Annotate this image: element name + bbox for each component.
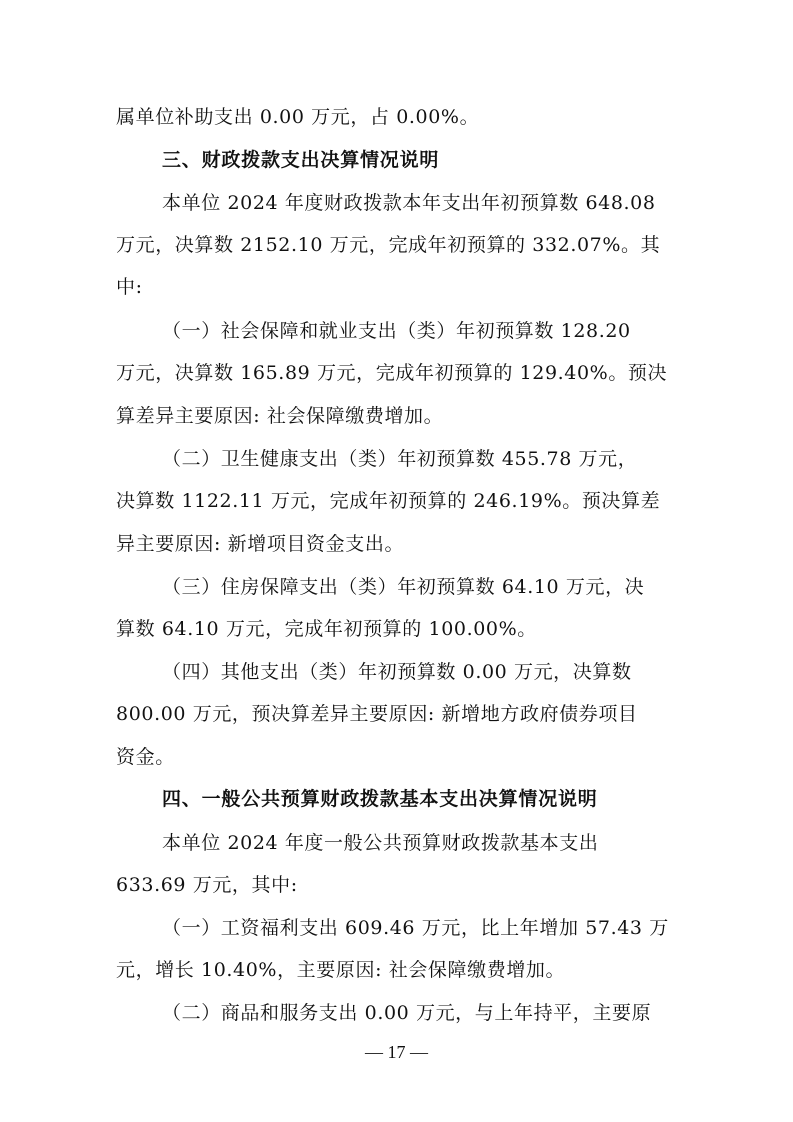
text-line: 633.69 万元，其中: <box>116 874 298 896</box>
text-line: （二）卫生健康支出（类）年初预算数 455.78 万元， <box>162 448 638 470</box>
section-heading-3: 三、财政拨款支出决算情况说明 <box>162 149 440 171</box>
text-line: 属单位补助支出 0.00 万元，占 0.00%。 <box>116 106 480 128</box>
text-line: （四）其他支出（类）年初预算数 0.00 万元，决算数 <box>162 661 632 683</box>
text-line: 中: <box>116 276 143 298</box>
page-number: — 17 — <box>365 1042 428 1062</box>
text-line: 算差异主要原因: 社会保障缴费增加。 <box>116 405 444 427</box>
text-line: 万元，决算数 2152.10 万元，完成年初预算的 332.07%。其 <box>116 234 661 256</box>
text-line: 元，增长 10.40%，主要原因: 社会保障缴费增加。 <box>116 959 566 981</box>
text-line: 资金。 <box>116 746 175 768</box>
text-line: （三）住房保障支出（类）年初预算数 64.10 万元，决 <box>162 576 645 598</box>
text-line: 800.00 万元，预决算差异主要原因: 新增地方政府债券项目 <box>116 703 638 725</box>
text-line: 决算数 1122.11 万元，完成年初预算的 246.19%。预决算差 <box>116 490 661 512</box>
text-line: 算数 64.10 万元，完成年初预算的 100.00%。 <box>116 618 537 640</box>
text-line: 万元，决算数 165.89 万元，完成年初预算的 129.40%。预决 <box>116 362 668 384</box>
text-line: （二）商品和服务支出 0.00 万元，与上年持平，主要原 <box>162 1002 652 1024</box>
text-line: （一）社会保障和就业支出（类）年初预算数 128.20 <box>162 320 631 342</box>
text-line: （一）工资福利支出 609.46 万元，比上年增加 57.43 万 <box>162 917 669 939</box>
text-line: 异主要原因: 新增项目资金支出。 <box>116 533 405 555</box>
text-line: 本单位 2024 年度一般公共预算财政拨款基本支出 <box>162 832 599 854</box>
text-line: 本单位 2024 年度财政拨款本年支出年初预算数 648.08 <box>162 192 656 214</box>
section-heading-4: 四、一般公共预算财政拨款基本支出决算情况说明 <box>162 788 598 810</box>
